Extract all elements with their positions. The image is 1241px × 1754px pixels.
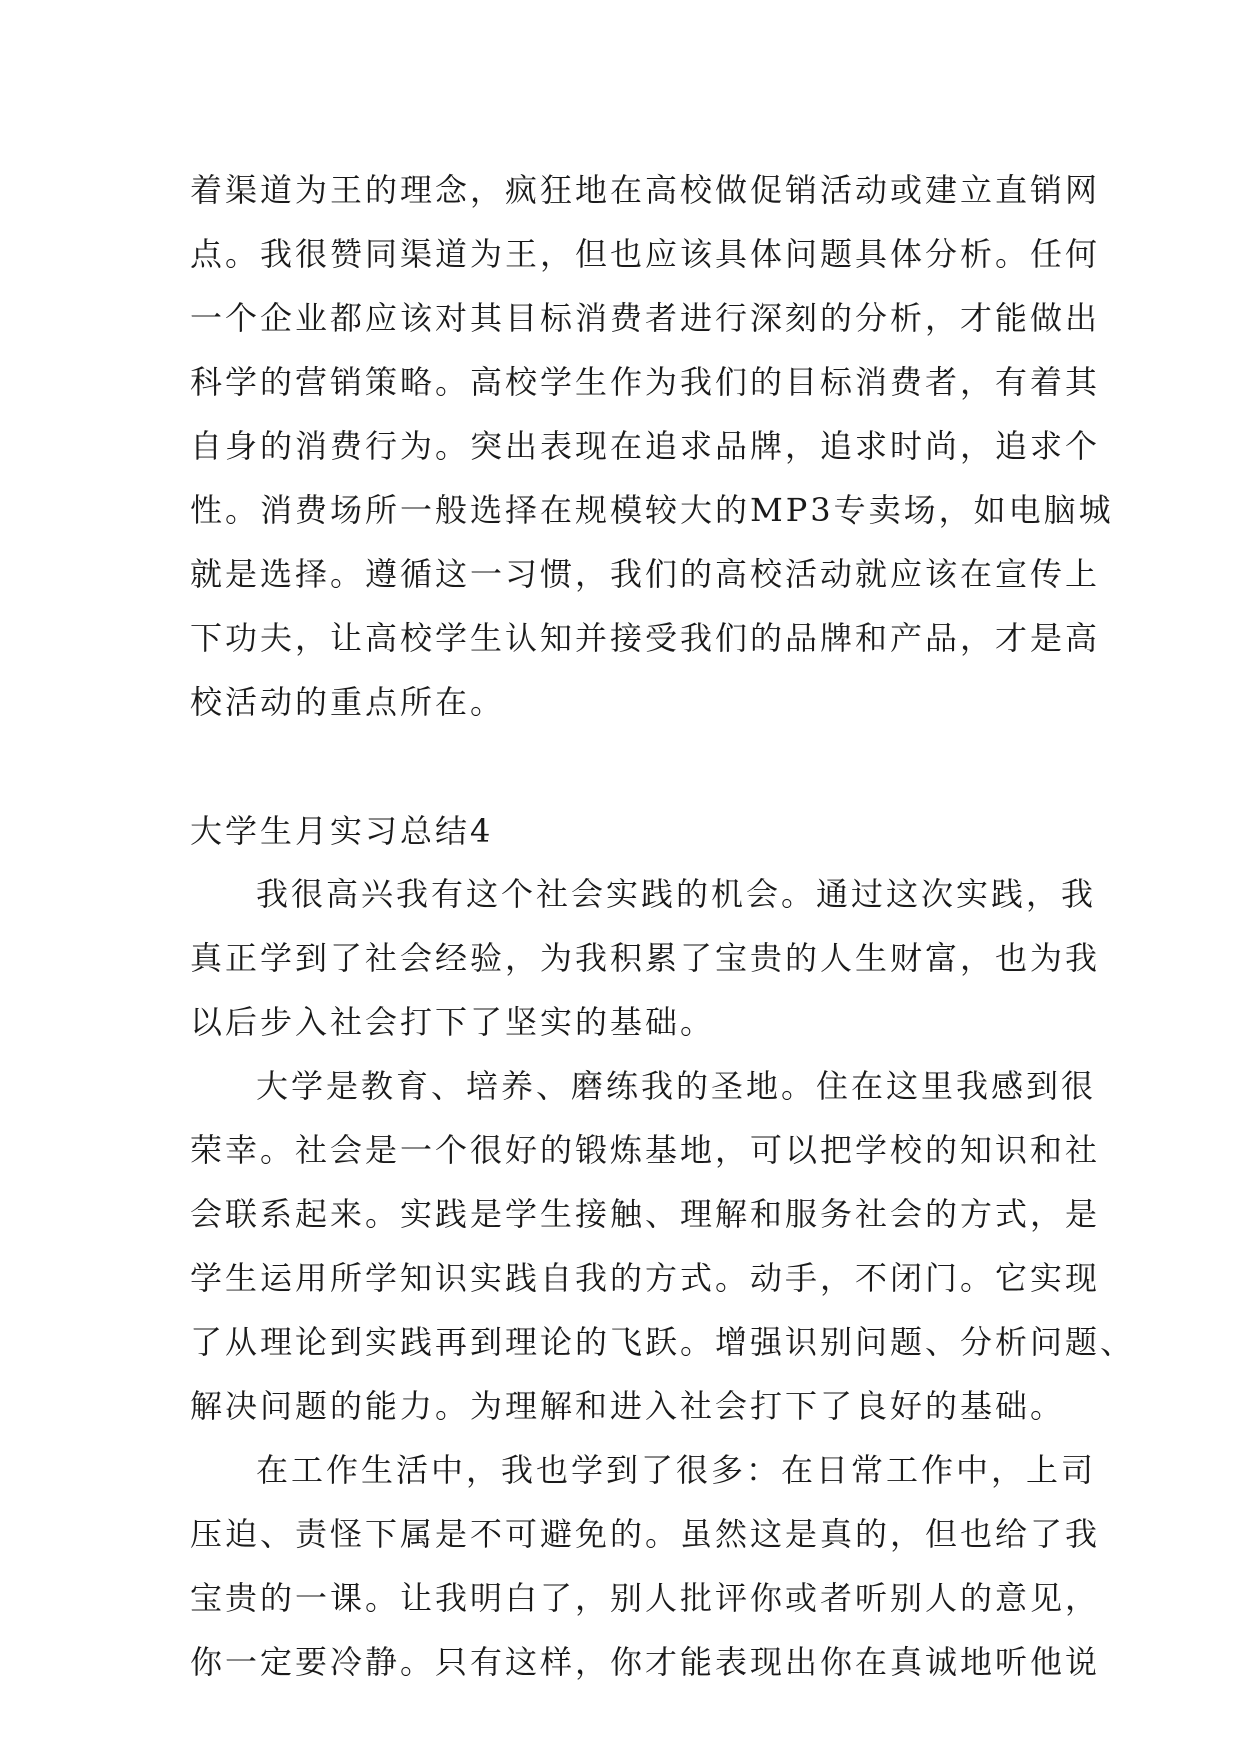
text-line: 就是选择。遵循这一习惯，我们的高校活动就应该在宣传上 xyxy=(190,555,1101,593)
section-spacer xyxy=(190,734,1050,800)
paragraph-2 xyxy=(190,862,1101,1054)
text-line: 以后步入社会打下了坚实的基础。 xyxy=(190,1003,716,1041)
text-line: 真正学到了社会经验，为我积累了宝贵的人生财富，也为我 xyxy=(190,939,1101,977)
text-line: 你一定要冷静。只有这样，你才能表现出你在真诚地听他说 xyxy=(190,1643,1101,1681)
paragraph-4 xyxy=(190,1438,1101,1694)
text-line: 大学是教育、培养、磨练我的圣地。住在这里我感到很 xyxy=(256,1067,1097,1105)
text-line: 解决问题的能力。为理解和进入社会打下了良好的基础。 xyxy=(190,1387,1066,1425)
document-body xyxy=(190,158,1136,1694)
text-line: 自身的消费行为。突出表现在追求品牌，追求时尚，追求个 xyxy=(190,427,1101,465)
text-line: 科学的营销策略。高校学生作为我们的目标消费者，有着其 xyxy=(190,363,1101,401)
text-line: 了从理论到实践再到理论的飞跃。增强识别问题、分析问题、 xyxy=(190,1323,1136,1361)
text-line: 在工作生活中，我也学到了很多：在日常工作中，上司 xyxy=(256,1451,1097,1489)
text-line: 我很高兴我有这个社会实践的机会。通过这次实践，我 xyxy=(256,875,1097,913)
text-line: 宝贵的一课。让我明白了，别人批评你或者听别人的意见， xyxy=(190,1579,1101,1617)
text-line: 着渠道为王的理念，疯狂地在高校做促销活动或建立直销网 xyxy=(190,171,1101,209)
text-line: 会联系起来。实践是学生接触、理解和服务社会的方式，是 xyxy=(190,1195,1101,1233)
paragraph-1 xyxy=(190,158,1114,734)
section-heading: 大学生月实习总结4 xyxy=(190,812,494,850)
text-line: 下功夫，让高校学生认知并接受我们的品牌和产品，才是高 xyxy=(190,619,1101,657)
text-line: 学生运用所学知识实践自我的方式。动手，不闭门。它实现 xyxy=(190,1259,1101,1297)
text-line: 校活动的重点所在。 xyxy=(190,683,506,721)
text-line: 性。消费场所一般选择在规模较大的MP3专卖场，如电脑城 xyxy=(190,491,1114,529)
text-line: 压迫、责怪下属是不可避免的。虽然这是真的，但也给了我 xyxy=(190,1515,1101,1553)
text-line: 点。我很赞同渠道为王，但也应该具体问题具体分析。任何 xyxy=(190,235,1101,273)
paragraph-3 xyxy=(190,1054,1136,1438)
text-line: 一个企业都应该对其目标消费者进行深刻的分析，才能做出 xyxy=(190,299,1101,337)
text-line: 荣幸。社会是一个很好的锻炼基地，可以把学校的知识和社 xyxy=(190,1131,1101,1169)
